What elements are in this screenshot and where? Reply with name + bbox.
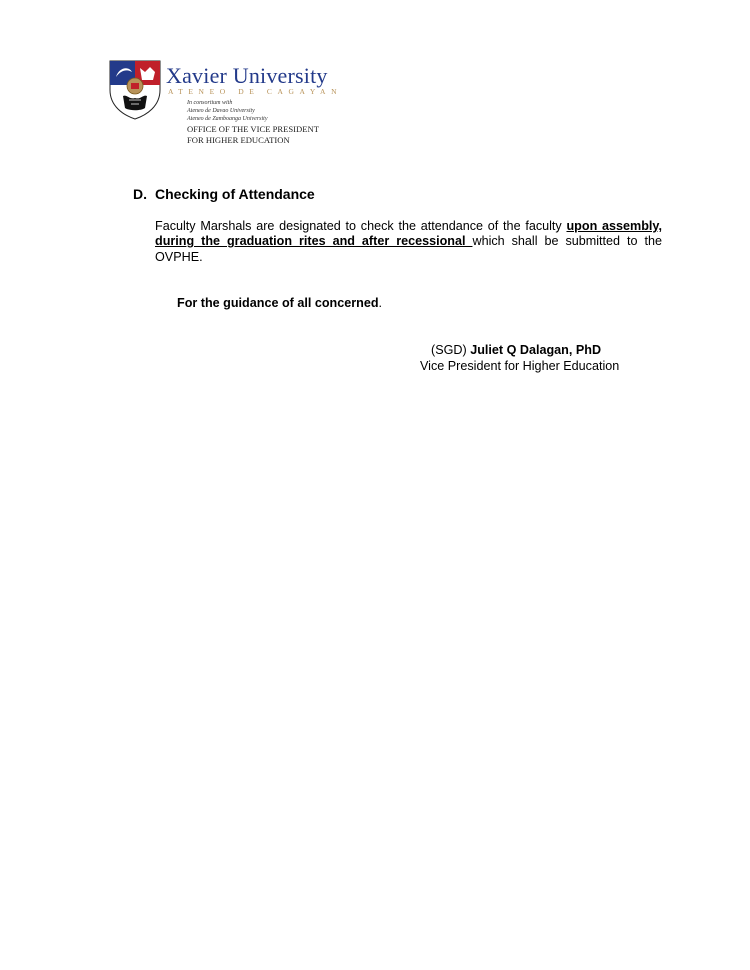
paragraph-text-end: which shall be submitted to the OVPHE. — [155, 234, 662, 264]
signature-block — [420, 342, 635, 374]
consortium-text — [187, 99, 267, 123]
office-line: OFFICE OF THE VICE PRESIDENT — [187, 124, 319, 134]
consortium-line: Ateneo de Zamboanga University — [187, 116, 268, 122]
letterhead — [109, 60, 349, 150]
paragraph-emphasis: upon assembly, during the graduation rites and after recessional — [155, 219, 662, 249]
office-name — [187, 124, 319, 146]
closing-statement — [177, 296, 382, 310]
university-subtitle: ATENEO DE CAGAYAN — [168, 87, 343, 96]
office-line: FOR HIGHER EDUCATION — [187, 135, 290, 145]
section-letter: D. — [133, 186, 147, 202]
signatory-name: Juliet Q Dalagan, PhD — [470, 343, 602, 357]
closing-punct: . — [378, 296, 383, 310]
consortium-line: Ateneo de Davao University — [187, 108, 255, 114]
signed-prefix: (SGD) — [431, 343, 471, 357]
section-heading — [133, 186, 315, 202]
paragraph-text: Faculty Marshals are designated to check the attendance of the faculty — [155, 219, 567, 233]
university-name: Xavier University — [166, 63, 328, 88]
university-crest-icon — [109, 60, 161, 120]
section-title: Checking of Attendance — [155, 186, 315, 202]
consortium-line: In consortium with — [187, 100, 233, 106]
signatory-title: Vice President for Higher Education — [420, 359, 620, 373]
attendance-paragraph — [155, 219, 662, 265]
signatory-line — [420, 342, 635, 358]
closing-text: For the guidance of all concerned — [177, 296, 379, 310]
